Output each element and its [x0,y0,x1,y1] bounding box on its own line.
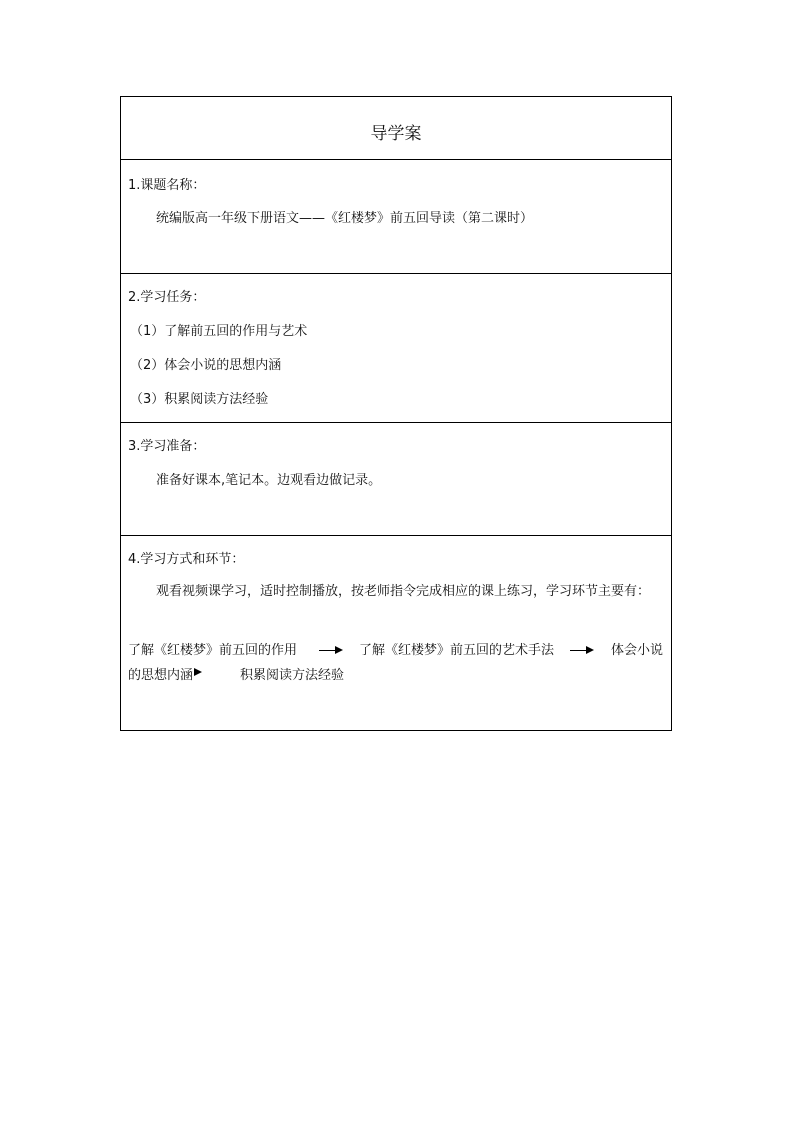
preparation-content: 准备好课本,笔记本。边观看边做记录。 [156,473,382,488]
guide-table [120,96,672,731]
task-item: （1）了解前五回的作用与艺术 [130,324,308,339]
task-item: （2）体会小说的思想内涵 [130,358,282,373]
flow-arrow-icon [570,650,592,651]
flow-arrow-icon [319,650,341,651]
topic-section [121,160,671,274]
topic-heading: 1.课题名称： [128,178,206,193]
flow-step-2: 了解《红楼梦》前五回的艺术手法 [359,643,555,658]
page-title: 导学案 [370,124,422,144]
flow-step-3b: 的思想内涵 [128,668,194,683]
title-section [121,97,671,160]
method-section [121,536,671,730]
task-item: （3）积累阅读方法经验 [130,392,269,407]
tasks-section [121,274,671,423]
preparation-section [121,423,671,536]
method-heading: 4.学习方式和环节： [128,552,245,567]
flow-step-4: 积累阅读方法经验 [240,668,345,683]
topic-content: 统编版高一年级下册语文——《红楼梦》前五回导读（第二课时） [156,211,534,226]
flow-step-3a: 体会小说 [611,643,664,658]
tasks-heading: 2.学习任务： [128,290,206,305]
preparation-heading: 3.学习准备： [128,439,206,454]
method-paragraph: 观看视频课学习，适时控制播放，按老师指令完成相应的课上练习，学习环节主要有： [156,584,651,599]
flow-arrow-icon [194,672,200,673]
flow-step-1: 了解《红楼梦》前五回的作用 [128,643,298,658]
